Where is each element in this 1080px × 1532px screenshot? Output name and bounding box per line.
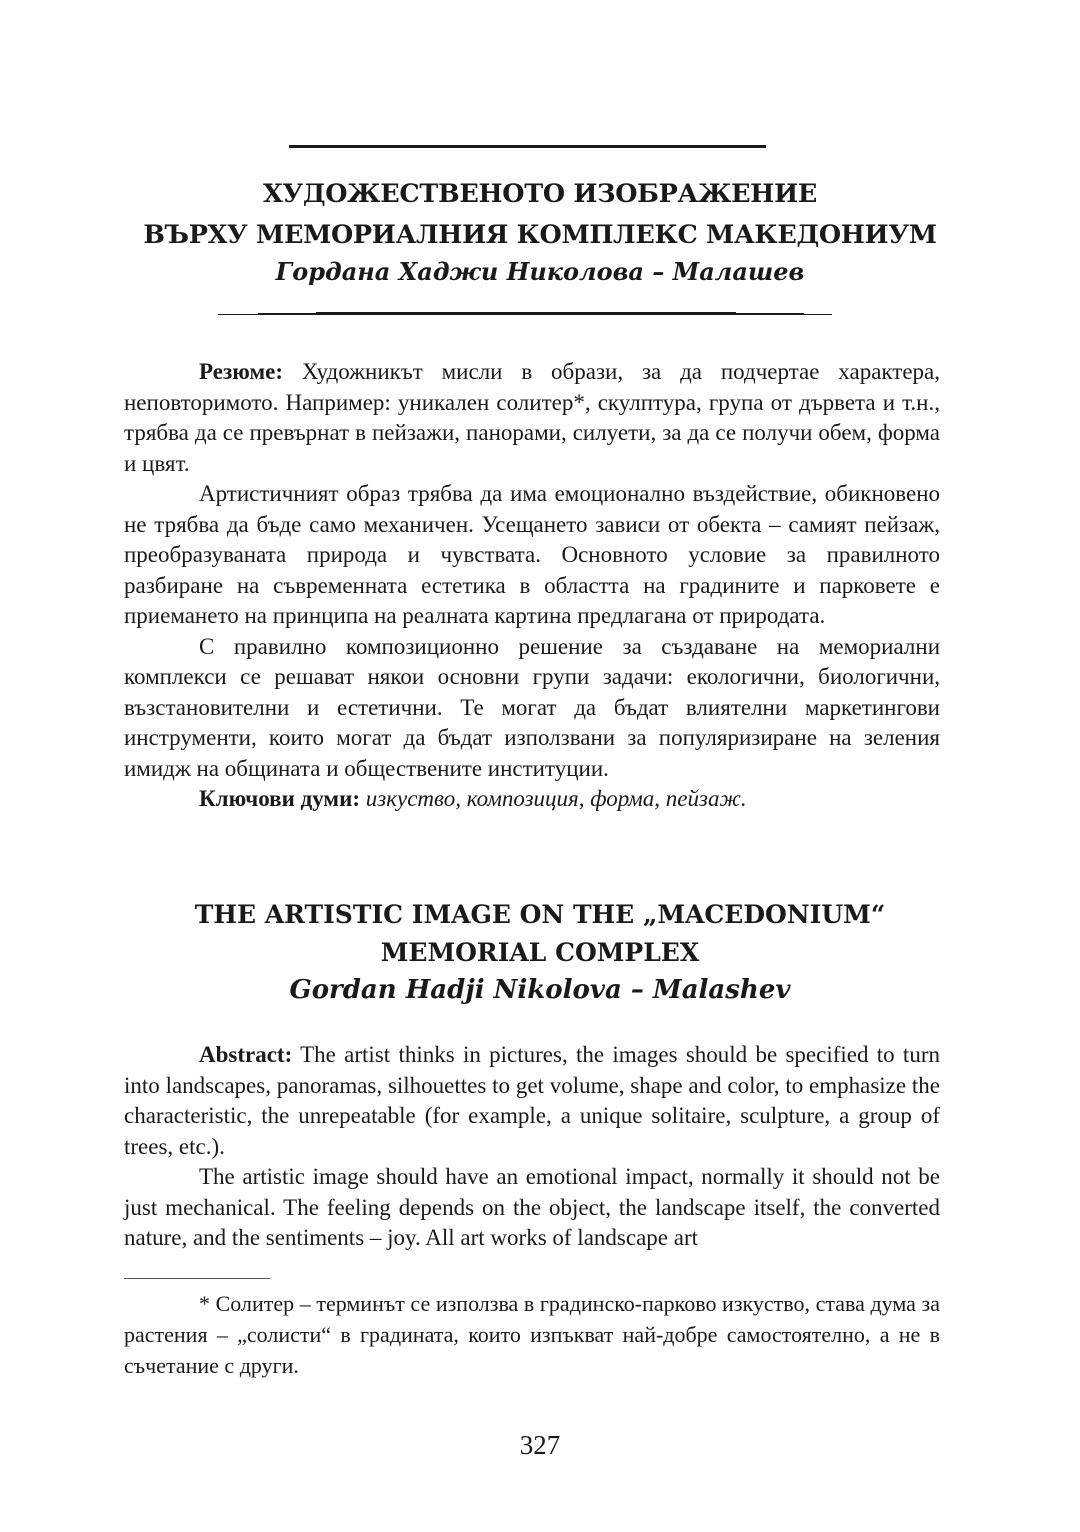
resume-paragraph-2: Артистичният образ трябва да има емоционално въздействие, обикновено не трябва да бъде само механичен. Усещането зависи от обекта – самият пейзаж, преобразуваната природа и чувствата. Основното условие за правилното разбиране на съвременната естетика в областта на градините и парковете е приемането на принципа на реалната картина предлагана от природата.: [124, 481, 940, 628]
footnote-separator: [124, 1278, 270, 1279]
resume-section: [124, 357, 940, 815]
keywords-label: Ключови думи:: [199, 786, 361, 811]
resume-label: Резюме:: [199, 359, 284, 384]
abstract-label: Abstract:: [199, 1042, 293, 1067]
author-bg: Гордана Хаджи Николова – Малашев: [275, 257, 805, 286]
keywords: изкуство, композиция, форма, пейзаж.: [365, 786, 747, 811]
keywords-line: [124, 784, 940, 815]
top-rule: [289, 145, 766, 148]
title-en-line2: MEMORIAL COMPLEX: [380, 938, 700, 967]
resume-paragraph-1: Резюме: Художникът мисли в образи, за да подчертае характера, неповторимото. Например: уникален солитер*, скулптура, група от дървета и т.н., трябва да се превърнат в пейзажи, панорами, силуети, за да се получи обем, форма и цвят.: [124, 359, 940, 476]
footnote-section: [124, 1288, 940, 1381]
abstract-section: [124, 1040, 940, 1254]
title-en-line1: THE ARTISTIC IMAGE ON THE „MACEDONIUM“: [194, 900, 886, 929]
page-number: 327: [519, 1430, 561, 1460]
footnote-text: * Солитер – терминът се използва в градинско-парково изкуство, става дума за растения – „солисти“ в градината, които изпъкват най-добре самостоятелно, а не в съчетание с други.: [124, 1291, 940, 1378]
author-en: Gordan Hadji Nikolova – Malashev: [289, 975, 791, 1005]
abstract-paragraph-1: Abstract: The artist thinks in pictures, the images should be specified to turn into landscapes, panoramas, silhouettes to get volume, shape and color, to emphasize the characteristic, the unrepeatable (for example, a unique solitaire, sculpture, a group of trees, etc.).: [124, 1042, 940, 1159]
title-bg-line1: ХУДОЖЕСТВЕНОТО ИЗОБРАЖЕНИЕ: [262, 179, 818, 209]
resume-paragraph-3: С правилно композиционно решение за създаване на мемориални комплекси се решават някои основни групи задачи: екологични, биологични, възстановителни и естетични. Те могат да бъдат влиятелни маркетингови инструменти, които могат да бъдат използвани за популяризиране на зеления имидж на общината и обществените институции.: [124, 633, 940, 781]
abstract-paragraph-2: The artistic image should have an emotional impact, normally it should not be just mechanical. The feeling depends on the object, the landscape itself, the converted nature, and the sentiments – joy. All art works of landscape art: [124, 1164, 940, 1250]
title-bg-line2: ВЪРХУ МЕМОРИАЛНИЯ КОМПЛЕКС МАКЕДОНИУМ: [143, 220, 937, 250]
